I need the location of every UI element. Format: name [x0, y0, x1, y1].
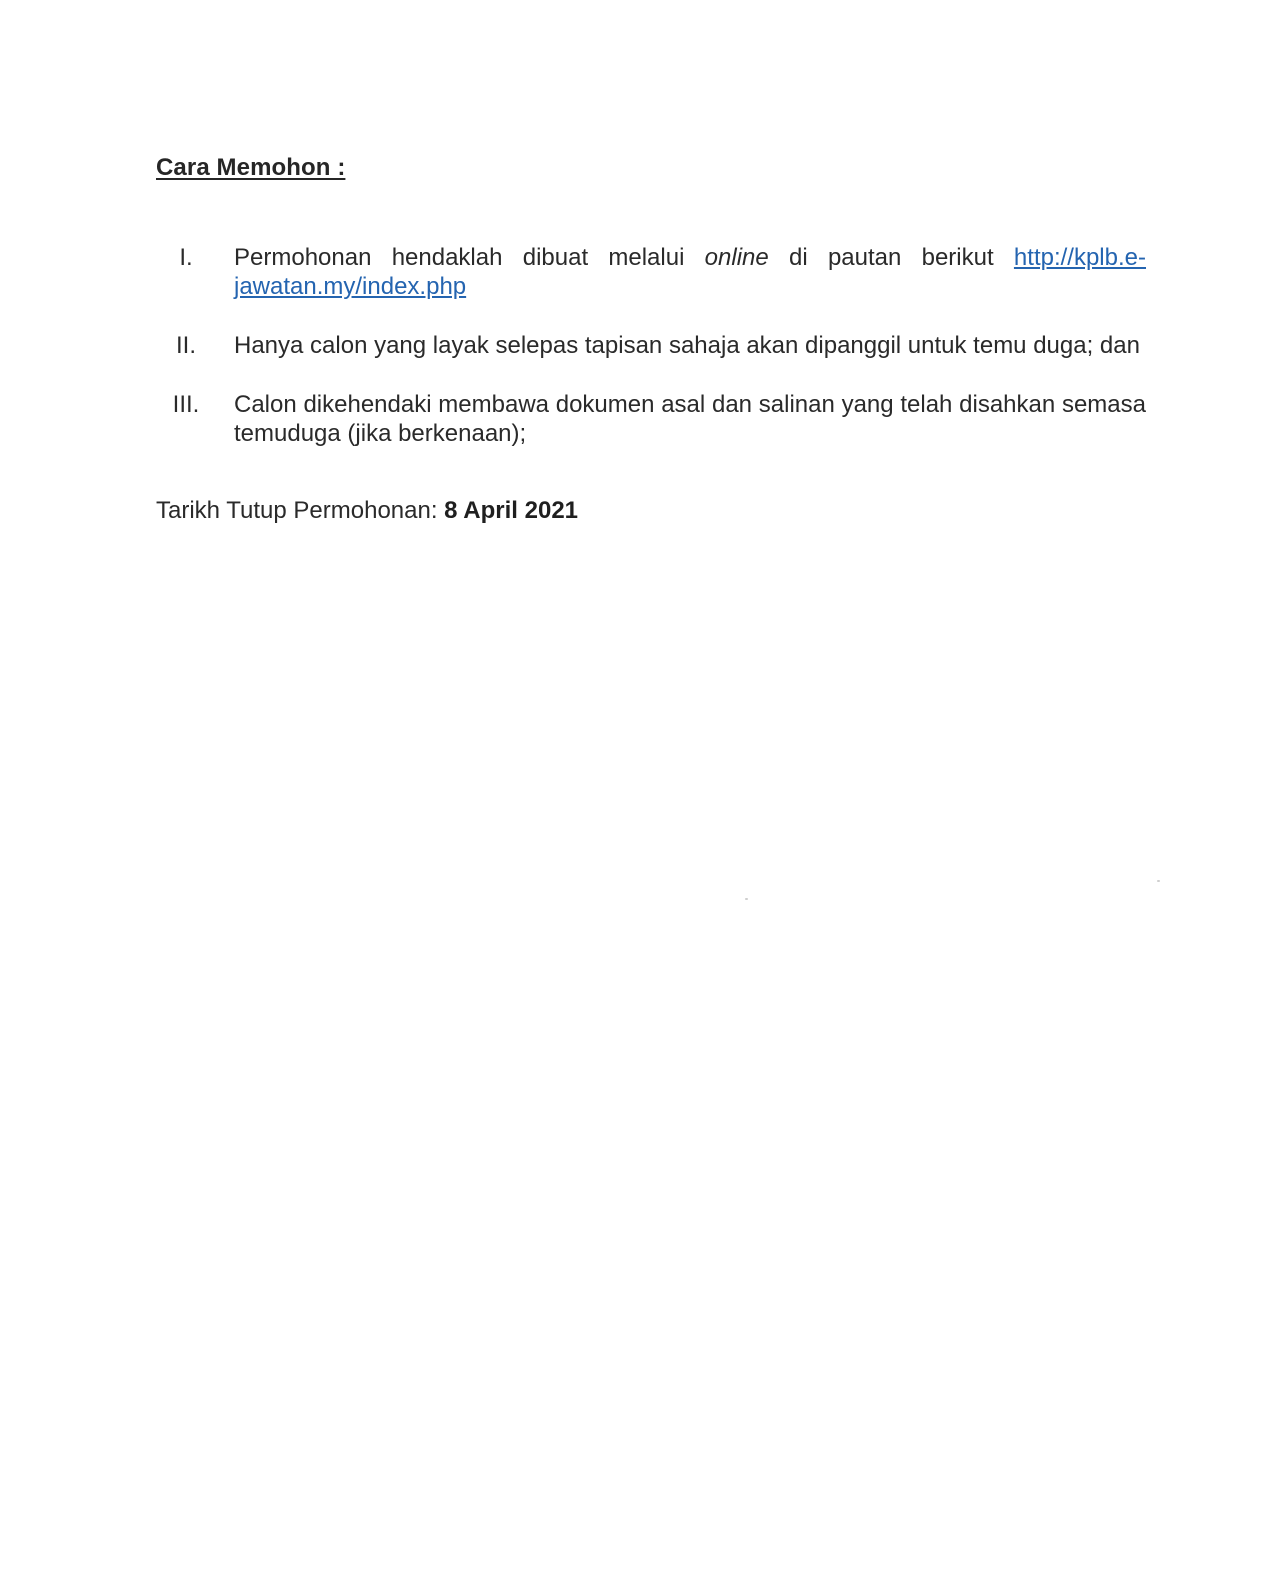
list-item-text: Hanya calon yang layak selepas tapisan sahaja akan dipanggil untuk temu duga; dan	[234, 332, 1140, 359]
section-heading: Cara Memohon :	[156, 154, 346, 181]
list-item-text: Calon dikehendaki membawa dokumen asal dan salinan yang telah disahkan semasa temuduga (jika berkenaan);	[234, 391, 1146, 447]
item-text-after: di pautan berikut	[768, 244, 1014, 271]
list-numeral: I.	[179, 244, 193, 271]
list-item	[156, 390, 1146, 448]
item-text-emphasis: online	[704, 244, 769, 271]
application-link[interactable]: http://kplb.e-jawatan.my/index.php	[234, 244, 1146, 300]
list-item	[156, 331, 1146, 360]
closing-date-line	[156, 496, 578, 525]
scan-speck	[745, 898, 748, 900]
list-item-text	[234, 243, 1146, 301]
closing-date-value: 8 April 2021	[444, 497, 579, 524]
list-numeral: II.	[175, 332, 196, 359]
list-numeral: III.	[172, 391, 200, 418]
list-item	[156, 243, 1146, 301]
scan-speck	[1157, 880, 1160, 882]
instruction-list	[156, 243, 1146, 478]
closing-date-label: Tarikh Tutup Permohonan:	[156, 497, 445, 524]
item-text-before: Permohonan hendaklah dibuat melalui	[234, 244, 705, 271]
